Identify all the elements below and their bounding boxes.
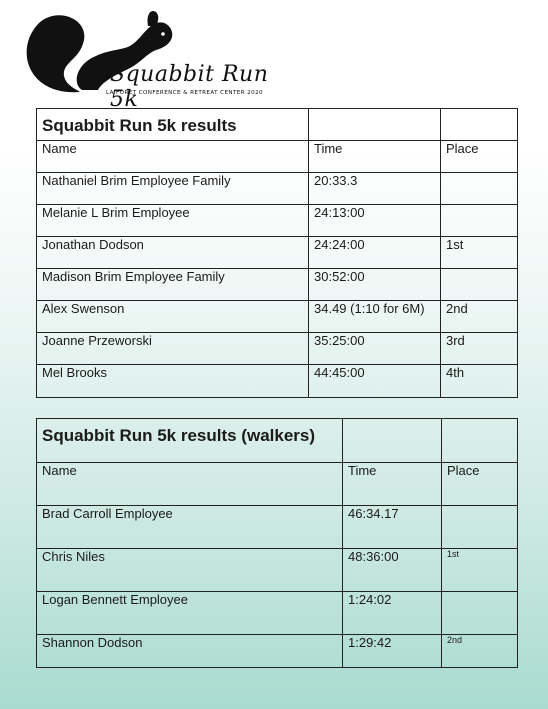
walkers-table-title: Squabbit Run 5k results (walkers): [37, 419, 343, 463]
runner-place: [441, 173, 518, 205]
walker-place: 2nd: [442, 635, 518, 668]
empty-cell: [309, 109, 441, 141]
empty-cell: [441, 109, 518, 141]
walker-name: Chris Niles: [37, 549, 343, 592]
squabbit-logo: [18, 10, 269, 112]
header-time: Time: [309, 141, 441, 173]
table-row: [37, 173, 518, 205]
runner-place: 4th: [441, 365, 518, 398]
walkers-results-table: [36, 418, 518, 668]
runner-place: [441, 205, 518, 237]
runner-name: Joanne Przeworski: [37, 333, 309, 365]
walker-time: 48:36:00: [343, 549, 442, 592]
runner-time: 24:13:00: [309, 205, 441, 237]
runner-name: Madison Brim Employee Family: [37, 269, 309, 301]
runner-place: [441, 269, 518, 301]
empty-cell: [343, 419, 442, 463]
runner-name: Melanie L Brim Employee: [37, 205, 309, 237]
walker-place: [442, 592, 518, 635]
walker-place: 1st: [442, 549, 518, 592]
runner-name: Jonathan Dodson: [37, 237, 309, 269]
runner-time: 35:25:00: [309, 333, 441, 365]
runner-place: 2nd: [441, 301, 518, 333]
runner-name: Mel Brooks: [37, 365, 309, 398]
runner-place: 3rd: [441, 333, 518, 365]
logo-subtitle: LA FORET CONFERENCE & RETREAT CENTER 2020: [106, 90, 264, 96]
table-header-row: [37, 463, 518, 506]
runner-time: 30:52:00: [309, 269, 441, 301]
table-header-row: [37, 141, 518, 173]
walker-name: Brad Carroll Employee: [37, 506, 343, 549]
header-place: Place: [442, 463, 518, 506]
header-place: Place: [441, 141, 518, 173]
table-row: [37, 333, 518, 365]
table-row: [37, 365, 518, 398]
runner-name: Alex Swenson: [37, 301, 309, 333]
header-name: Name: [37, 141, 309, 173]
runner-place: 1st: [441, 237, 518, 269]
table-row: [37, 269, 518, 301]
walker-place: [442, 506, 518, 549]
runner-time: 34.49 (1:10 for 6M): [309, 301, 441, 333]
table-row: [37, 301, 518, 333]
runner-time: 24:24:00: [309, 237, 441, 269]
empty-cell: [442, 419, 518, 463]
runners-table-title: Squabbit Run 5k results: [37, 109, 309, 141]
table-row: [37, 592, 518, 635]
walker-time: 46:34.17: [343, 506, 442, 549]
header-time: Time: [343, 463, 442, 506]
runner-time: 44:45:00: [309, 365, 441, 398]
walker-time: 1:29:42: [343, 635, 442, 668]
runner-name: Nathaniel Brim Employee Family: [37, 173, 309, 205]
table-row: [37, 506, 518, 549]
table-row: [37, 237, 518, 269]
walker-name: Shannon Dodson: [37, 635, 343, 668]
runner-time: 20:33.3: [309, 173, 441, 205]
header-name: Name: [37, 463, 343, 506]
runners-results-table: [36, 108, 518, 398]
walker-time: 1:24:02: [343, 592, 442, 635]
table-row: [37, 635, 518, 668]
logo-title: Squabbit Run 5k: [110, 62, 269, 112]
table-row: [37, 205, 518, 237]
walker-name: Logan Bennett Employee: [37, 592, 343, 635]
table-row: [37, 549, 518, 592]
